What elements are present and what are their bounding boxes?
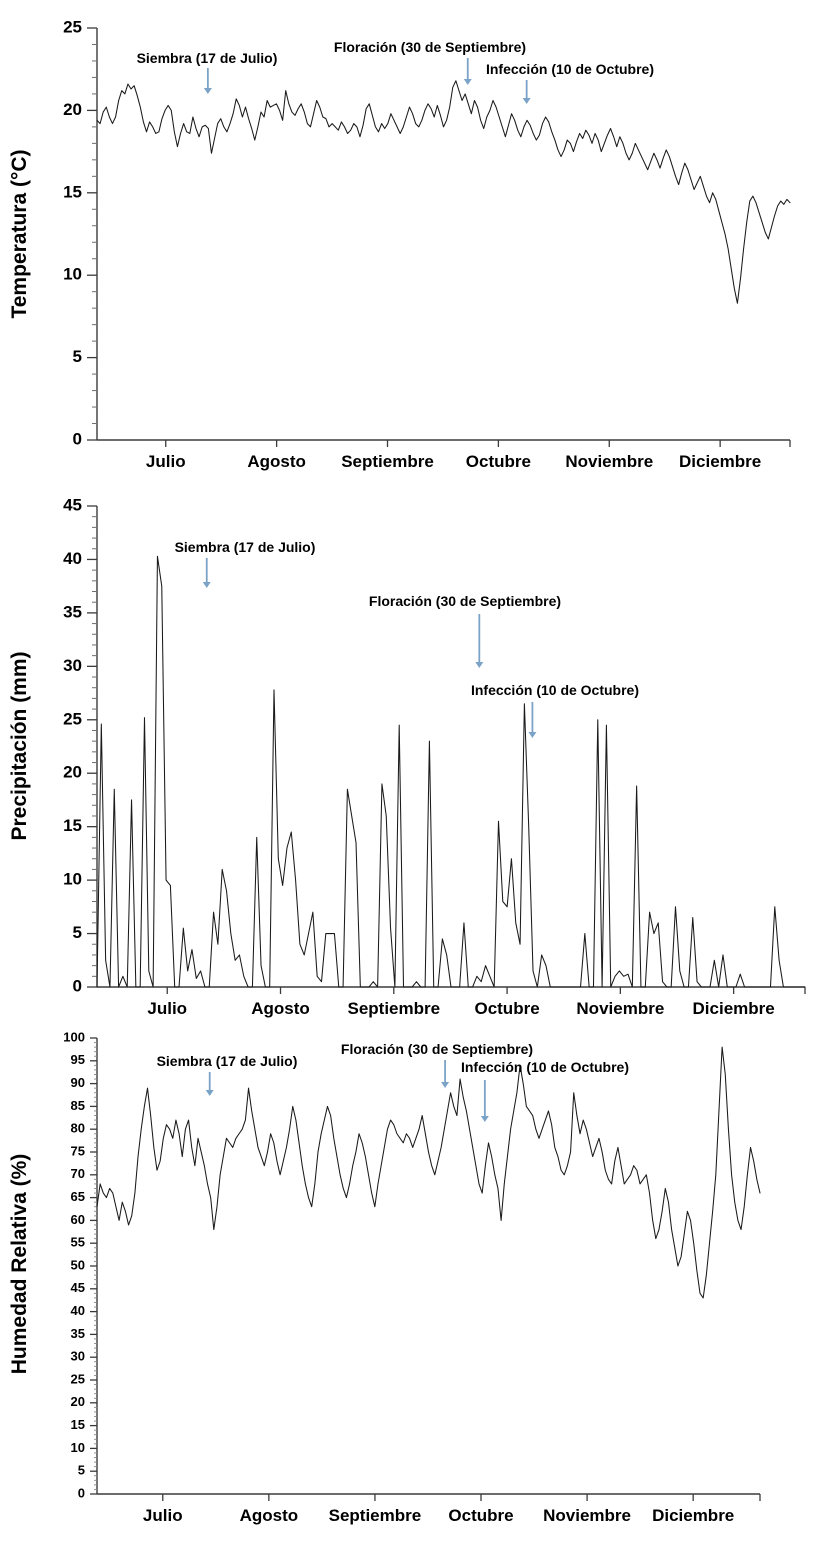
temperature-data-line bbox=[97, 81, 790, 303]
x-tick-label: Octubre bbox=[474, 999, 540, 1018]
y-tick-label: 30 bbox=[63, 655, 82, 675]
x-tick-label: Noviembre bbox=[576, 999, 665, 1018]
precipitation-y-axis-title: Precipitación (mm) bbox=[8, 651, 31, 841]
x-tick-label: Noviembre bbox=[543, 1506, 632, 1525]
x-tick-label: Septiembre bbox=[328, 1506, 422, 1525]
y-tick-label: 45 bbox=[70, 1280, 85, 1296]
precipitation-x-ticks bbox=[147, 987, 805, 1018]
y-tick-label: 20 bbox=[70, 1394, 85, 1410]
y-tick-label: 0 bbox=[77, 1485, 85, 1501]
annotation-arrow-head bbox=[475, 662, 483, 668]
y-tick-label: 5 bbox=[72, 923, 82, 943]
annotation-arrow-head bbox=[204, 88, 212, 94]
y-tick-label: 80 bbox=[70, 1120, 85, 1136]
x-tick-label: Diciembre bbox=[679, 452, 762, 471]
y-tick-label: 15 bbox=[70, 1417, 85, 1433]
y-tick-label: 0 bbox=[72, 976, 82, 996]
y-tick-label: 75 bbox=[70, 1143, 85, 1159]
y-tick-label: 25 bbox=[63, 17, 82, 37]
annotation-arrow-head bbox=[206, 1090, 214, 1096]
y-tick-label: 55 bbox=[70, 1234, 85, 1250]
annotation-label: Floración (30 de Septiembre) bbox=[368, 593, 562, 609]
humidity-annotations bbox=[157, 1041, 629, 1122]
y-tick-label: 35 bbox=[63, 602, 82, 622]
humidity-chart-panel bbox=[0, 1030, 825, 1566]
annotation-arrow-head bbox=[523, 98, 531, 104]
temperature-chart-svg bbox=[0, 0, 825, 490]
annotation-label: Siembra (17 de Julio) bbox=[136, 50, 278, 66]
y-tick-label: 35 bbox=[70, 1325, 85, 1341]
temperature-y-ticks bbox=[63, 17, 97, 448]
y-tick-label: 10 bbox=[63, 869, 82, 889]
y-tick-label: 20 bbox=[63, 762, 82, 782]
humidity-x-ticks bbox=[143, 1494, 760, 1525]
y-tick-label: 45 bbox=[63, 495, 82, 515]
y-tick-label: 25 bbox=[63, 709, 82, 729]
humidity-y-axis-title: Humedad Relativa (%) bbox=[8, 1153, 31, 1375]
annotation-label: Infección (10 de Octubre) bbox=[485, 61, 655, 77]
y-tick-label: 5 bbox=[72, 347, 82, 367]
y-tick-label: 100 bbox=[63, 1030, 85, 1045]
annotation-arrow-head bbox=[203, 582, 211, 588]
y-tick-label: 40 bbox=[63, 548, 82, 568]
y-tick-label: 95 bbox=[70, 1052, 85, 1068]
x-tick-label: Noviembre bbox=[565, 452, 654, 471]
temperature-chart-panel bbox=[0, 0, 825, 490]
y-tick-label: 25 bbox=[70, 1371, 85, 1387]
annotation-label: Floración (30 de Septiembre) bbox=[333, 39, 527, 55]
annotation-label: Siembra (17 de Julio) bbox=[156, 1053, 298, 1069]
x-tick-label: Agosto bbox=[247, 452, 306, 471]
humidity-data-line bbox=[97, 1047, 760, 1298]
x-tick-label: Agosto bbox=[239, 1506, 299, 1525]
precipitation-annotations bbox=[175, 539, 639, 738]
precipitation-chart-svg bbox=[0, 490, 825, 1030]
humidity-chart-svg bbox=[0, 1030, 825, 1566]
annotation-arrow-head bbox=[441, 1082, 449, 1088]
x-tick-label: Julio bbox=[147, 999, 188, 1018]
annotation-label: Infección (10 de Octubre) bbox=[460, 1059, 630, 1075]
x-tick-label: Octubre bbox=[465, 452, 531, 471]
x-tick-label: Septiembre bbox=[347, 999, 441, 1018]
annotation-arrow-head bbox=[464, 79, 472, 85]
x-tick-label: Octubre bbox=[448, 1506, 514, 1525]
y-tick-label: 15 bbox=[63, 816, 82, 836]
x-tick-label: Diciembre bbox=[692, 999, 775, 1018]
temperature-x-ticks bbox=[146, 440, 790, 471]
y-tick-label: 40 bbox=[70, 1303, 85, 1319]
annotation-arrow-head bbox=[481, 1116, 489, 1122]
y-tick-label: 85 bbox=[70, 1097, 85, 1113]
annotation-arrow-head bbox=[528, 732, 536, 738]
y-tick-label: 20 bbox=[63, 99, 82, 119]
precipitation-data-line bbox=[97, 556, 805, 987]
annotation-label: Infección (10 de Octubre) bbox=[470, 682, 640, 698]
x-tick-label: Septiembre bbox=[341, 452, 434, 471]
x-tick-label: Agosto bbox=[251, 999, 310, 1018]
y-tick-label: 60 bbox=[70, 1211, 85, 1227]
temperature-y-axis-title: Temperatura (°C) bbox=[8, 149, 31, 319]
y-tick-label: 30 bbox=[70, 1348, 85, 1364]
precipitation-y-ticks bbox=[63, 495, 97, 995]
y-tick-label: 0 bbox=[72, 429, 82, 449]
y-tick-label: 10 bbox=[70, 1439, 85, 1455]
y-tick-label: 90 bbox=[70, 1075, 85, 1091]
precipitation-chart-panel bbox=[0, 490, 825, 1030]
x-tick-label: Julio bbox=[142, 1506, 183, 1525]
y-tick-label: 70 bbox=[70, 1166, 85, 1182]
y-tick-label: 65 bbox=[70, 1189, 85, 1205]
temperature-annotations bbox=[137, 39, 654, 104]
x-tick-label: Diciembre bbox=[652, 1506, 735, 1525]
y-tick-label: 5 bbox=[77, 1462, 85, 1478]
y-tick-label: 50 bbox=[70, 1257, 85, 1273]
annotation-label: Floración (30 de Septiembre) bbox=[340, 1041, 534, 1057]
y-tick-label: 15 bbox=[63, 182, 82, 202]
y-tick-label: 10 bbox=[63, 264, 82, 284]
humidity-y-ticks bbox=[63, 1030, 97, 1500]
annotation-label: Siembra (17 de Julio) bbox=[174, 539, 316, 555]
x-tick-label: Julio bbox=[145, 452, 186, 471]
